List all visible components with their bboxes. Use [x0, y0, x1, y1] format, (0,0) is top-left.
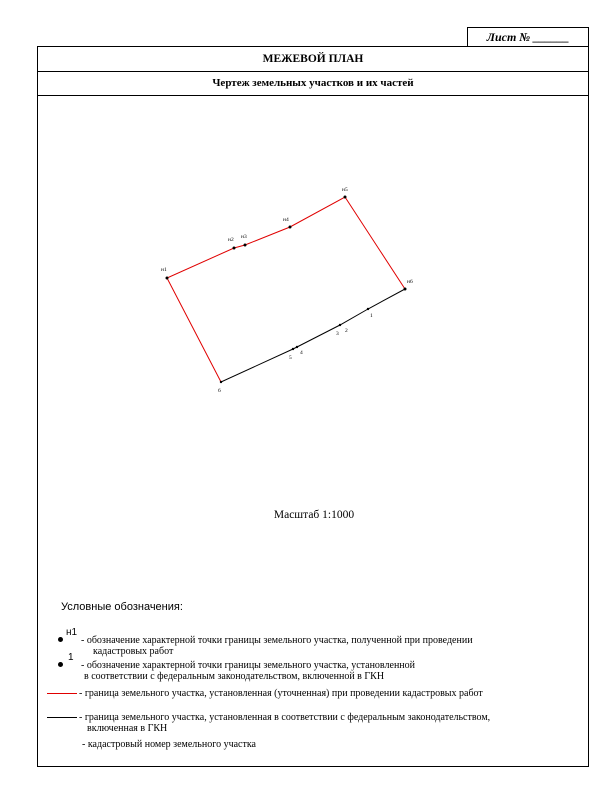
- scale-label: Масштаб 1:1000: [273, 509, 355, 521]
- legend-item-existing-boundary: [79, 712, 490, 734]
- point-4: [296, 346, 298, 348]
- sheet-number: [467, 27, 589, 47]
- point-6: [220, 381, 222, 383]
- legend-item-new-boundary: [79, 688, 483, 699]
- legend-text: кадастровых работ: [93, 646, 174, 657]
- label-n5: н5: [342, 187, 348, 193]
- legend-text: - кадастровый номер земельного участка: [82, 739, 256, 750]
- document-frame: [37, 46, 589, 767]
- point-n2: [233, 247, 236, 250]
- legend-text: - обозначение характерной точки границы земельного участка, установленной: [81, 660, 416, 671]
- point-n1: [166, 277, 169, 280]
- label-n1: н1: [161, 267, 167, 273]
- legend-item-existing-point: [81, 660, 415, 682]
- new-boundary-line: [167, 197, 405, 382]
- legend-title: Условные обозначения:: [61, 601, 183, 613]
- label-5: 5: [289, 355, 292, 361]
- point-n6: [404, 288, 407, 291]
- point-n5: [344, 196, 347, 199]
- legend-text: - граница земельного участка, установленная (уточненная) при проведении кадастровых работ: [79, 688, 483, 699]
- point-n4: [289, 226, 292, 229]
- point-n3: [244, 244, 247, 247]
- label-n6: н6: [407, 279, 413, 285]
- legend-red-line-icon: [47, 693, 77, 694]
- title-text: МЕЖЕВОЙ ПЛАН: [262, 53, 364, 65]
- legend-existing-point-label: 1: [68, 652, 74, 663]
- subtitle-text: Чертеж земельных участков и их частей: [212, 77, 414, 89]
- point-2: [339, 324, 341, 326]
- label-n2: н2: [228, 237, 234, 243]
- sheet-number-label: Лист № ______: [486, 29, 570, 44]
- label-2: 2: [345, 328, 348, 334]
- point-dot-icon: [58, 637, 63, 642]
- label-n3: н3: [241, 234, 247, 240]
- label-6: 6: [218, 388, 221, 394]
- legend-text: - граница земельного участка, установленная в соответствии с федеральным законодательством,: [79, 712, 491, 723]
- legend-item-cadastral-number: [82, 739, 256, 750]
- label-n4: н4: [283, 217, 289, 223]
- existing-boundary-line: [221, 289, 405, 382]
- legend-black-line-icon: [47, 717, 77, 718]
- label-4: 4: [300, 350, 303, 356]
- legend-text: в соответствии с федеральным законодательством, включенной в ГКН: [84, 671, 385, 682]
- legend-new-point-label: н1: [66, 627, 78, 638]
- label-1: 1: [370, 313, 373, 319]
- legend-item-new-point: [81, 635, 473, 657]
- point-5: [292, 348, 294, 350]
- parcel-drawing: [38, 47, 590, 487]
- label-3: 3: [336, 331, 339, 337]
- legend-text: включенная в ГКН: [87, 723, 168, 734]
- legend-text: - обозначение характерной точки границы земельного участка, полученной при проведении: [81, 635, 473, 646]
- point-dot-icon: [58, 662, 63, 667]
- point-1: [367, 308, 369, 310]
